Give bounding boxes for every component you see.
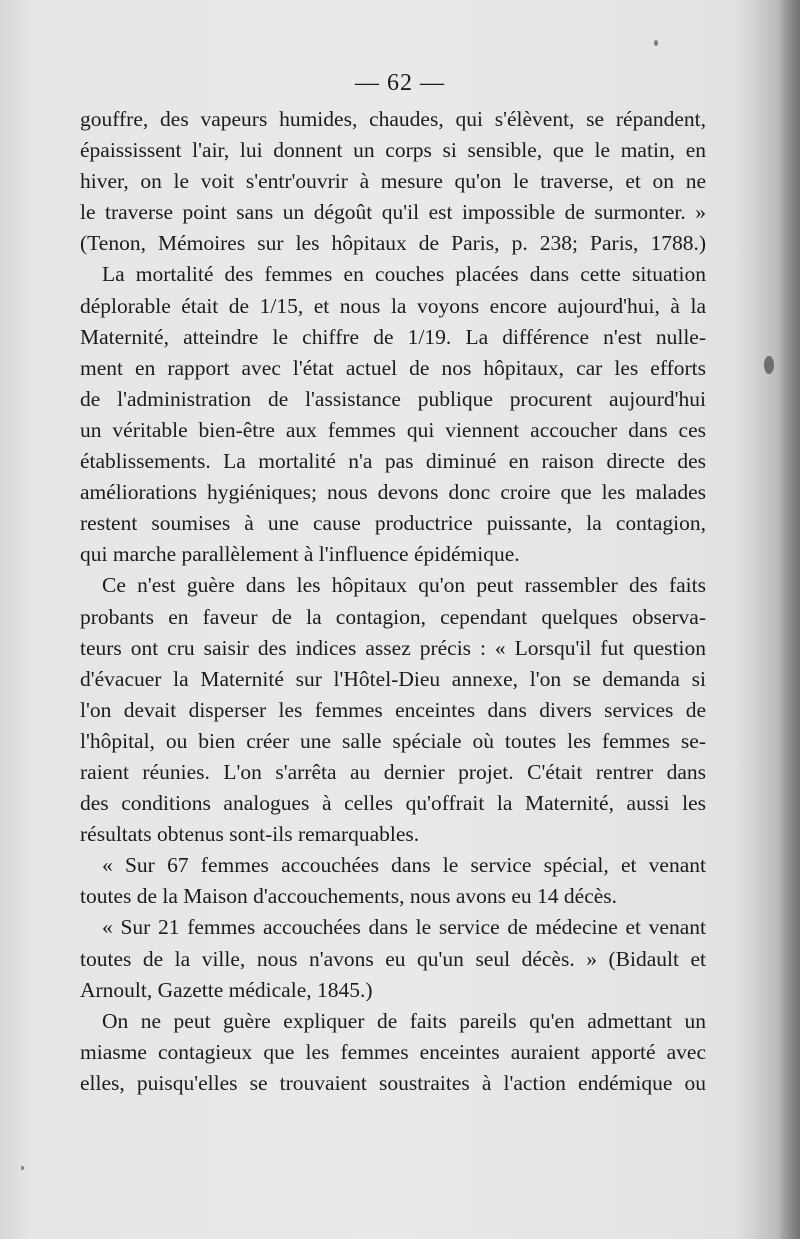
ink-speck [764,356,774,374]
text-line: résultats obtenus sont-ils remarquables. [80,822,420,847]
text-line: l'on devait disperser les femmes enceintes dans divers services de [80,697,706,722]
ink-speck [21,1166,24,1170]
page-edge-shadow [778,0,800,1239]
ink-speck [654,40,658,46]
text-line: de l'administration de l'assistance publique procurent aujourd'hui [80,386,706,411]
text-line: un véritable bien-être aux femmes qui viennent accoucher dans ces [80,417,706,442]
text-line: déplorable était de 1/15, et nous la voyons encore aujourd'hui, à la [80,293,706,318]
text-line: hiver, on le voit s'entr'ouvrir à mesure qu'on le traverse, et on ne [80,169,706,194]
text-line: ment en rapport avec l'état actuel de nos hôpitaux, car les efforts [80,355,706,380]
text-line: établissements. La mortalité n'a pas diminué en raison directe des [80,449,706,474]
text-line: d'évacuer la Maternité sur l'Hôtel-Dieu annexe, l'on se demanda si [80,666,706,691]
text-line: (Tenon, Mémoires sur les hôpitaux de Paris, p. 238; Paris, 1788.) [80,231,706,256]
text-line: toutes de la ville, nous n'avons eu qu'un seul décès. » (Bidault et [80,946,706,971]
text-line: améliorations hygiéniques; nous devons donc croire que les malades [80,480,706,505]
text-line: gouffre, des vapeurs humides, chaudes, qui s'élèvent, se répandent, [80,107,706,131]
text-line: des conditions analogues à celles qu'offrait la Maternité, aussi les [80,791,706,816]
text-line: l'hôpital, ou bien créer une salle spéciale où toutes les femmes se- [80,728,706,753]
text-line: « Sur 21 femmes accouchées dans le service de médecine et venant [102,915,706,940]
page-number: — 62 — [355,70,445,96]
text-line: miasme contagieux que les femmes enceintes auraient apporté avec [80,1039,706,1064]
text-line: teurs ont cru saisir des indices assez précis : « Lorsqu'il fut question [80,635,706,660]
text-line: restent soumises à une cause productrice puissante, la contagion, [80,511,706,536]
text-line: Maternité, atteindre le chiffre de 1/19. La différence n'est nulle- [80,324,706,349]
text-line: probants en faveur de la contagion, cependant quelques observa- [80,604,706,629]
body-text [80,104,706,1099]
text-line: elles, puisqu'elles se trouvaient soustraites à l'action endémique ou [80,1070,706,1095]
text-line: épaississent l'air, lui donnent un corps si sensible, que le matin, en [80,138,706,163]
text-line: Arnoult, Gazette médicale, 1845.) [80,977,373,1002]
text-line: Ce n'est guère dans les hôpitaux qu'on peut rassembler des faits [102,573,706,598]
text-line: raient réunies. L'on s'arrêta au dernier projet. C'était rentrer dans [80,759,706,784]
text-line: La mortalité des femmes en couches placées dans cette situation [102,262,706,287]
text-line: qui marche parallèlement à l'influence épidémique. [80,542,520,567]
text-line: « Sur 67 femmes accouchées dans le service spécial, et venant [102,853,706,878]
text-line: On ne peut guère expliquer de faits pareils qu'en admettant un [102,1008,706,1033]
text-line: toutes de la Maison d'accouchements, nous avons eu 14 décès. [80,884,618,909]
text-line: le traverse point sans un dégoût qu'il est impossible de surmonter. » [80,200,706,225]
